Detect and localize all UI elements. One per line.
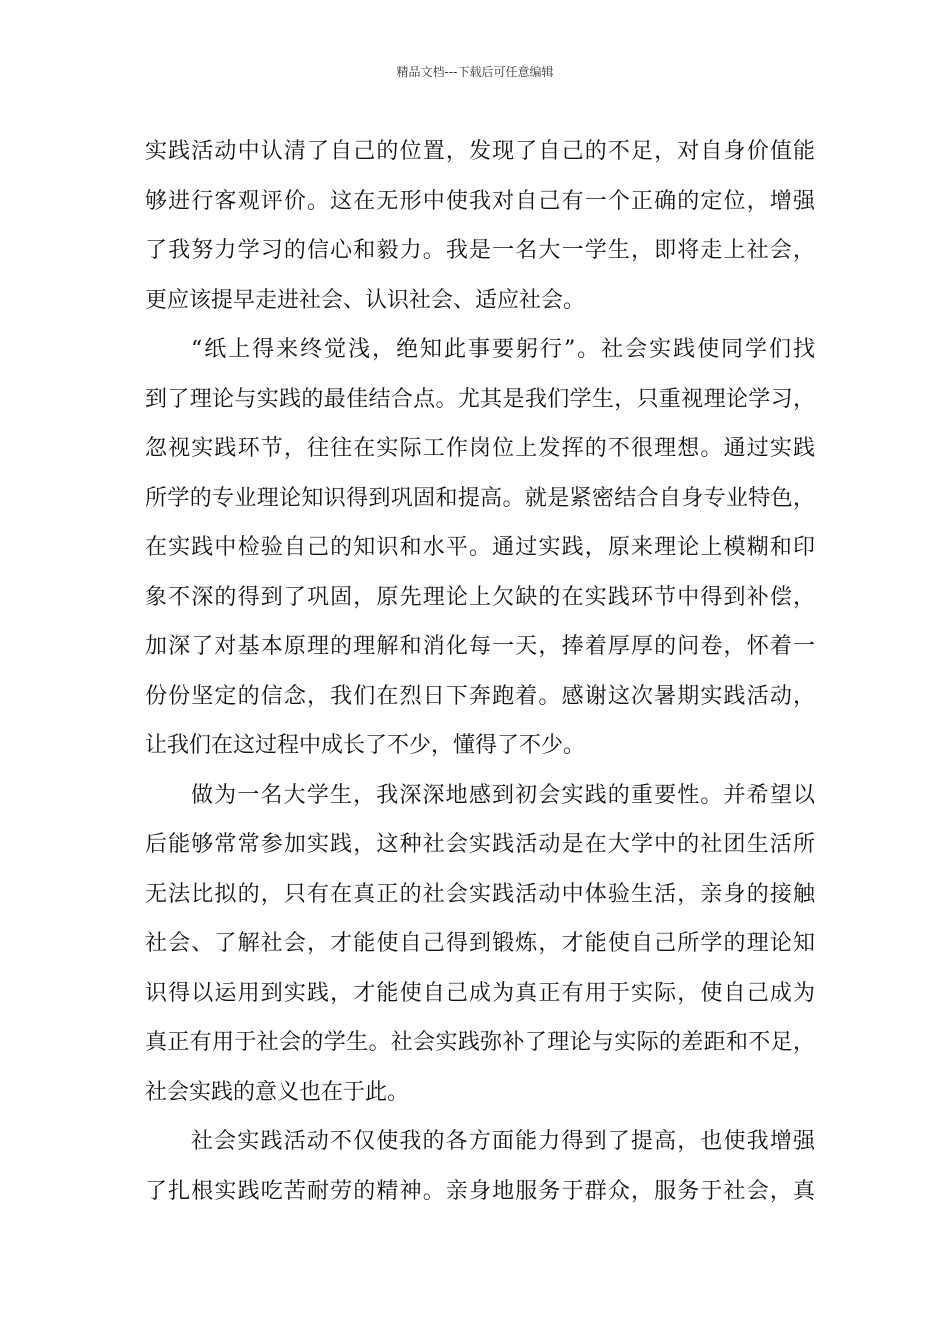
- text-line: 到了理论与实践的最佳结合点。尤其是我们学生，只重视理论学习，: [145, 386, 815, 412]
- text-line: 让我们在这过程中成长了不少，懂得了不少。: [145, 733, 586, 758]
- text-line: 所学的专业理论知识得到巩固和提高。就是紧密结合自身专业特色，: [145, 485, 815, 511]
- text-line: 够进行客观评价。这在无形中使我对自己有一个正确的定位，增强: [145, 188, 815, 214]
- text-line: 后能够常常参加实践，这种社会实践活动是在大学中的社团生活所: [145, 832, 815, 857]
- text-line: 做为一名大学生，我深深地感到初会实践的重要性。并希望以: [191, 782, 815, 808]
- paragraph-4: [145, 1117, 815, 1216]
- text-line: 忽视实践环节，往往在实际工作岗位上发挥的不很理想。通过实践: [145, 436, 815, 461]
- text-line: 更应该提早走进社会、认识社会、适应社会。: [145, 287, 586, 313]
- text-line: 了我努力学习的信心和毅力。我是一名大一学生，即将走上社会，: [145, 238, 815, 263]
- text-line: 象不深的得到了巩固，原先理论上欠缺的在实践环节中得到补偿，: [145, 584, 815, 610]
- text-line: 无法比拟的，只有在真正的社会实践活动中体验生活，亲身的接触: [145, 881, 815, 907]
- text-line: 社会实践的意义也在于此。: [145, 1079, 410, 1105]
- text-line: 了扎根实践吃苦耐劳的精神。亲身地服务于群众，服务于社会，真: [145, 1178, 815, 1204]
- text-line: 实践活动中认清了自己的位置，发现了自己的不足，对自身价值能: [145, 139, 815, 164]
- text-line: “纸上得来终觉浅，绝知此事要躬行”。社会实践使同学们找: [191, 337, 815, 362]
- paragraph-3: [145, 771, 815, 1118]
- paragraph-1: [145, 127, 815, 325]
- text-line: 真正有用于社会的学生。社会实践弥补了理论与实际的差距和不足，: [145, 1030, 815, 1055]
- text-line: 在实践中检验自己的知识和水平。通过实践，原来理论上模糊和印: [145, 535, 815, 560]
- paragraph-2: [145, 325, 815, 771]
- text-line: 识得以运用到实践，才能使自己成为真正有用于实际，使自己成为: [145, 980, 815, 1006]
- text-line: 社会、了解社会，才能使自己得到锻炼，才能使自己所学的理论知: [145, 931, 815, 956]
- page-header: 精品文档---下载后可任意编辑: [396, 65, 554, 79]
- text-line: 份份坚定的信念，我们在烈日下奔跑着。感谢这次暑期实践活动，: [145, 683, 815, 709]
- text-line: 社会实践活动不仅使我的各方面能力得到了提高，也使我增强: [191, 1129, 815, 1154]
- text-line: 加深了对基本原理的理解和消化每一天，捧着厚厚的问卷，怀着一: [145, 634, 815, 659]
- document-body: [145, 127, 815, 1216]
